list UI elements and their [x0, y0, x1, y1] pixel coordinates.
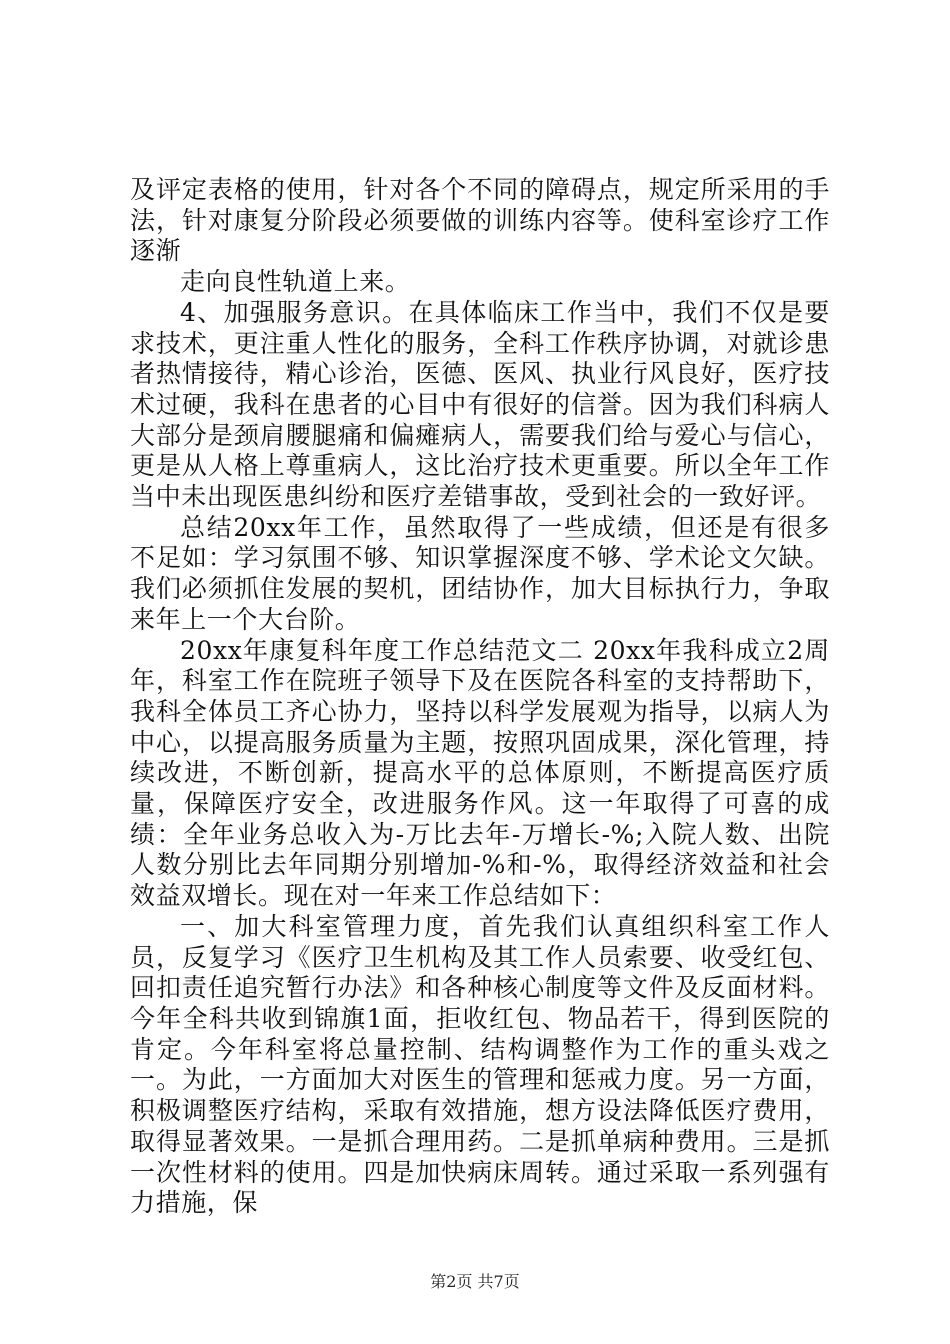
paragraph-1: 及评定表格的使用，针对各个不同的障碍点，规定所采用的手法，针对康复分阶段必须要做的训练内容等。使科室诊疗工作逐渐 — [130, 175, 830, 266]
paragraph-6: 一、加大科室管理力度，首先我们认真组织科室工作人员，反复学习《医疗卫生机构及其工作人员索要、收受红包、回扣责任追究暂行办法》和各种核心制度等文件及反面材料。今年全科共收到锦旗1面，拒收红包、物品若干，得到医院的肯定。今年科室将总量控制、结构调整作为工作的重头戏之一。为此，一方面加大对医生的管理和惩戒力度。另一方面，积极调整医疗结构，采取有效措施，想方设法降低医疗费用，取得显著效果。一是抓合理用药。二是抓单病种费用。三是抓一次性材料的使用。四是加快病床周转。通过采取一系列强有力措施，保 — [130, 911, 830, 1218]
paragraph-5: 20xx年康复科年度工作总结范文二 20xx年我科成立2周年，科室工作在院班子领导下及在医院各科室的支持帮助下，我科全体员工齐心协力，坚持以科学发展观为指导，以病人为中心，以提高服务质量为主题，按照巩固成果，深化管理，持续改进，不断创新，提高水平的总体原则，不断提高医疗质量，保障医疗安全，改进服务作风。这一年取得了可喜的成绩：全年业务总收入为-万比去年-万增长-%;入院人数、出院人数分别比去年同期分别增加-%和-%，取得经济效益和社会效益双增长。现在对一年来工作总结如下： — [130, 635, 830, 911]
paragraph-2: 走向良性轨道上来。 — [180, 267, 411, 297]
paragraph-3: 4、加强服务意识。在具体临床工作当中，我们不仅是要求技术，更注重人性化的服务，全科工作秩序协调，对就诊患者热情接待，精心诊治，医德、医风、执业行风良好，医疗技术过硬，我科在患者的心目中有很好的信誉。因为我们科病人大部分是颈肩腰腿痛和偏瘫病人，需要我们给与爱心与信心，更是从人格上尊重病人，这比治疗技术更重要。所以全年工作当中未出现医患纠纷和医疗差错事故，受到社会的一致好评。 — [130, 297, 830, 512]
document-body — [130, 175, 830, 1219]
paragraph-4: 总结20xx年工作，虽然取得了一些成绩，但还是有很多不足如：学习氛围不够、知识掌握深度不够、学术论文欠缺。我们必须抓住发展的契机，团结协作，加大目标执行力，争取来年上一个大台阶。 — [130, 512, 830, 634]
page-number-footer: 第2页 共7页 — [430, 1272, 520, 1291]
